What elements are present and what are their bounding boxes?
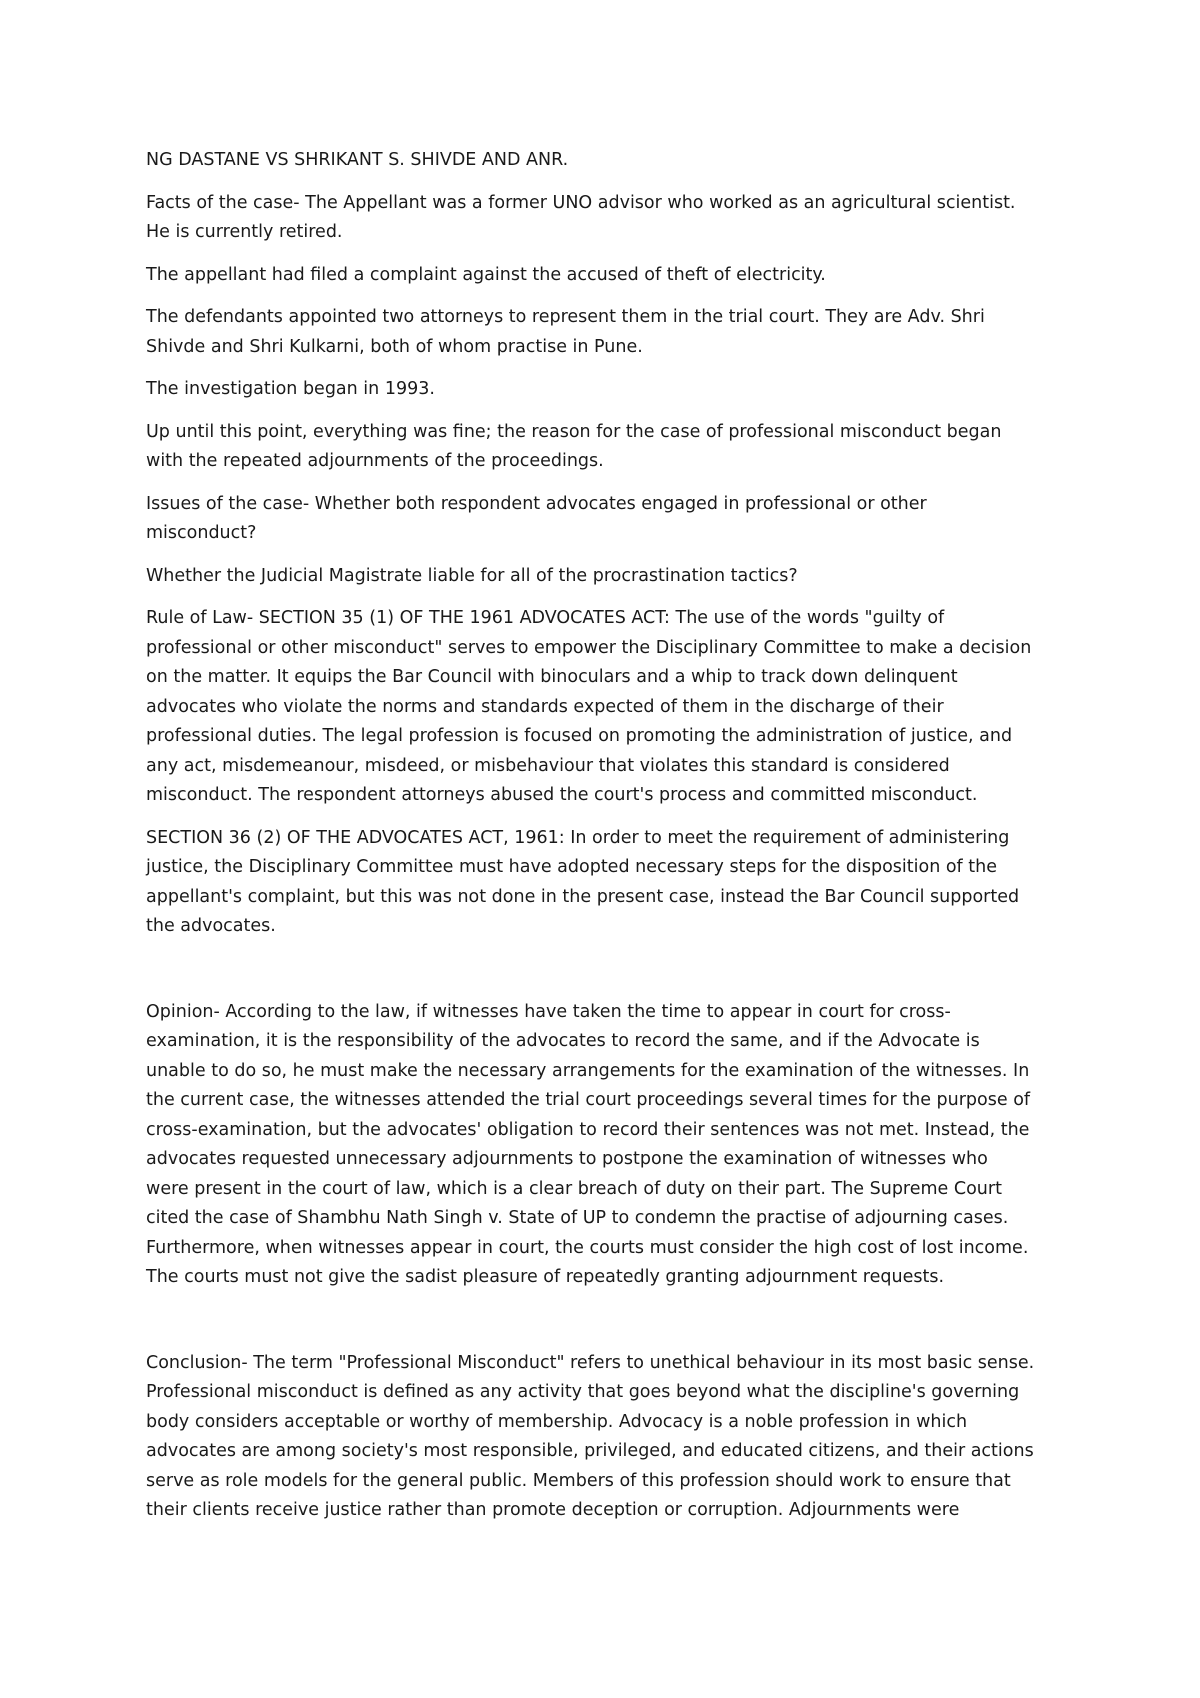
document-body [146, 146, 1076, 1539]
paragraph-line: professional duties. The legal profession is focused on promoting the administration of justice, and [146, 726, 1013, 746]
paragraph-line: advocates who violate the norms and standards expected of them in the discharge of their [146, 696, 944, 717]
paragraph-line: advocates are among society's most responsible, privileged, and educated citizens, and their actions [146, 1441, 1034, 1461]
paragraph-line: any act, misdemeanour, misdeed, or misbehaviour that violates this standard is considered [146, 755, 950, 776]
body-paragraph [146, 998, 1076, 1293]
paragraph-line: Facts of the case- The Appellant was a former UNO advisor who worked as an agricultural scientist. [146, 192, 1016, 213]
body-paragraph [146, 418, 1076, 477]
paragraph-line: Shivde and Shri Kulkarni, both of whom practise in Pune. [146, 336, 643, 357]
paragraph-line: the current case, the witnesses attended the trial court proceedings several times for the purpose of [146, 1090, 1031, 1110]
paragraph-line: appellant's complaint, but this was not done in the present case, instead the Bar Council supported [146, 886, 1020, 907]
body-paragraph [146, 303, 1076, 362]
body-paragraph [146, 604, 1076, 811]
paragraph-line: were present in the court of law, which is a clear breach of duty on their part. The Supreme Court [146, 1178, 1002, 1199]
paragraph-line: misconduct. The respondent attorneys abused the court's process and committed misconduct. [146, 785, 978, 805]
body-paragraph [146, 189, 1076, 248]
paragraph-line: The defendants appointed two attorneys to represent them in the trial court. They are Adv. Shri [146, 307, 985, 327]
paragraph-line: the advocates. [146, 916, 276, 936]
document-title: NG DASTANE VS SHRIKANT S. SHIVDE AND ANR. [146, 150, 569, 170]
paragraph-line: on the matter. It equips the Bar Council with binoculars and a whip to track down delinquent [146, 667, 958, 687]
paragraph-line: body considers acceptable or worthy of membership. Advocacy is a noble profession in which [146, 1411, 968, 1432]
body-paragraph [146, 824, 1076, 942]
paragraph-line: professional or other misconduct" serves to empower the Disciplinary Committee to make a decision [146, 637, 1032, 658]
body-paragraph [146, 490, 1076, 549]
paragraph-line: Up until this point, everything was fine; the reason for the case of professional misconduct began [146, 421, 1002, 442]
paragraph-line: unable to do so, he must make the necessary arrangements for the examination of the witnesses. In [146, 1060, 1030, 1081]
paragraph-line: their clients receive justice rather than promote deception or corruption. Adjournments were [146, 1500, 960, 1520]
body-paragraph [146, 1349, 1076, 1526]
paragraph-line: examination, it is the responsibility of the advocates to record the same, and if the Advocate is [146, 1031, 980, 1051]
paragraph-line: advocates requested unnecessary adjournments to postpone the examination of witnesses who [146, 1149, 988, 1169]
paragraph-line: He is currently retired. [146, 222, 343, 242]
body-paragraph [146, 562, 1076, 592]
paragraph-line: justice, the Disciplinary Committee must have adopted necessary steps for the disposition of the [146, 857, 997, 877]
paragraph-line: The investigation began in 1993. [146, 379, 435, 399]
paragraph-line: Whether the Judicial Magistrate liable for all of the procrastination tactics? [146, 565, 798, 586]
paragraph-line: cited the case of Shambhu Nath Singh v. State of UP to condemn the practise of adjourning cases. [146, 1208, 1009, 1228]
paragraph-line: Opinion- According to the law, if witnesses have taken the time to appear in court for cross- [146, 1001, 951, 1022]
paragraph-line: Professional misconduct is defined as any activity that goes beyond what the discipline's governing [146, 1382, 1020, 1402]
paragraph-line: with the repeated adjournments of the proceedings. [146, 451, 604, 471]
paragraph-line: cross-examination, but the advocates' obligation to record their sentences was not met. Instead, the [146, 1119, 1030, 1140]
paragraph-line: Furthermore, when witnesses appear in court, the courts must consider the high cost of lost income. [146, 1237, 1029, 1258]
paragraph-spacer [146, 955, 1076, 998]
paragraph-line: Conclusion- The term "Professional Misconduct" refers to unethical behaviour in its most basic sense. [146, 1352, 1035, 1373]
paragraph-line: The appellant had filed a complaint against the accused of theft of electricity. [146, 264, 826, 285]
paragraph-line: serve as role models for the general public. Members of this profession should work to ensure that [146, 1470, 1011, 1491]
paragraph-line: Rule of Law- SECTION 35 (1) OF THE 1961 ADVOCATES ACT: The use of the words "guilty of [146, 608, 945, 628]
paragraph-line: The courts must not give the sadist pleasure of repeatedly granting adjournment requests. [146, 1267, 945, 1287]
paragraph-line: Issues of the case- Whether both respondent advocates engaged in professional or other [146, 493, 927, 514]
paragraph-line: misconduct? [146, 523, 257, 543]
body-paragraph [146, 261, 1076, 291]
body-paragraph [146, 375, 1076, 405]
paragraph-line: SECTION 36 (2) OF THE ADVOCATES ACT, 1961: In order to meet the requirement of administering [146, 827, 1010, 848]
paragraph-spacer [146, 1306, 1076, 1349]
